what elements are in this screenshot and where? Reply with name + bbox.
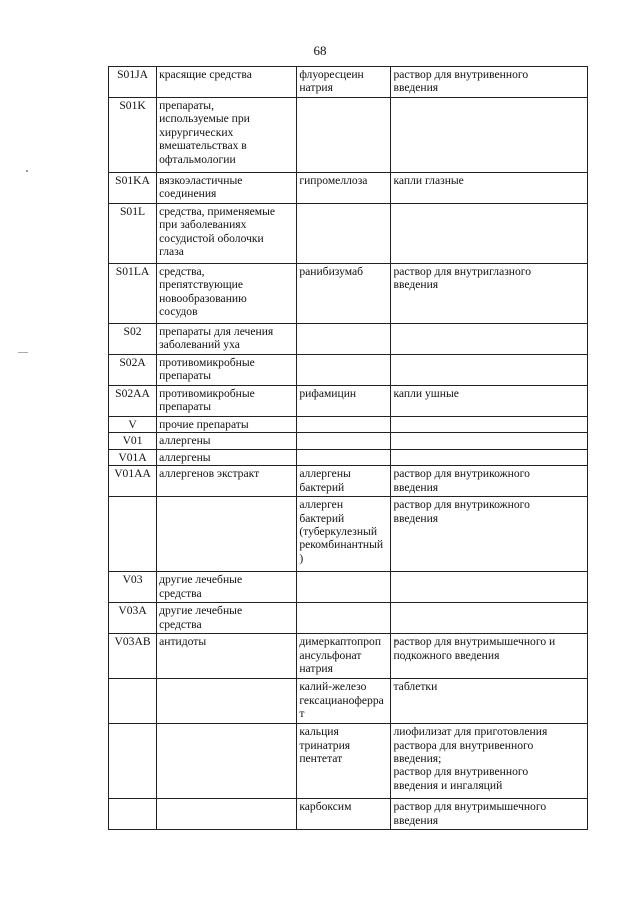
group-name-cell-text: вязкоэластичные соединения <box>159 174 243 201</box>
group-name-cell-text: антидоты <box>159 635 207 649</box>
dosage-form-cell-text: раствор для внутримышечного введения <box>393 800 547 827</box>
atc-code-cell-text: V <box>128 418 137 431</box>
dosage-form-cell-text: раствор для внутрикожного введения <box>393 467 530 494</box>
group-name-cell <box>157 679 297 724</box>
table-row <box>109 98 588 173</box>
atc-code-cell <box>109 634 157 679</box>
drug-name-cell <box>297 98 391 173</box>
group-name-cell <box>157 204 297 264</box>
drug-table <box>108 66 588 830</box>
dosage-form-cell-text: капли ушные <box>393 387 459 400</box>
dosage-form-cell <box>391 433 588 449</box>
dosage-form-cell <box>391 355 588 386</box>
drug-name-cell-text: кальция тринатрия пентетат <box>299 725 351 766</box>
group-name-cell-text: другие лечебные средства <box>159 573 243 600</box>
atc-code-cell <box>109 466 157 497</box>
drug-name-cell <box>297 417 391 433</box>
dosage-form-cell <box>391 466 588 497</box>
drug-name-cell <box>297 799 391 830</box>
drug-name-cell <box>297 603 391 634</box>
group-name-cell <box>157 67 297 98</box>
table-row <box>109 634 588 679</box>
group-name-cell <box>157 173 297 204</box>
dosage-form-cell <box>391 204 588 264</box>
atc-code-cell-text: V03A <box>118 604 147 618</box>
group-name-cell <box>157 417 297 433</box>
table-body <box>109 67 588 830</box>
dosage-form-cell-text: лиофилизат для приготовления раствора для внутривенного введения; раствор для внутривенного введения и ингаляций <box>393 725 548 792</box>
dosage-form-cell-text: раствор для внутримышечного и подкожного введения <box>393 635 556 662</box>
group-name-cell <box>157 324 297 355</box>
drug-name-cell <box>297 433 391 449</box>
group-name-cell-text: аллергены <box>159 434 211 448</box>
table-row <box>109 386 588 417</box>
drug-name-cell <box>297 679 391 724</box>
table-row <box>109 466 588 497</box>
dosage-form-cell-text: раствор для внутривенного введения <box>393 68 529 95</box>
group-name-cell-text: средства, применяемые при заболеваниях сосудистой оболочки глаза <box>159 205 276 259</box>
group-name-cell <box>157 386 297 417</box>
table-row <box>109 324 588 355</box>
drug-name-cell-text: димеркаптопроп ансульфонат натрия <box>299 635 382 676</box>
dosage-form-cell <box>391 497 588 572</box>
drug-name-cell <box>297 173 391 204</box>
dosage-form-cell <box>391 572 588 603</box>
table-row <box>109 417 588 433</box>
atc-code-cell <box>109 433 157 449</box>
group-name-cell-text: противомикробные препараты <box>159 356 255 383</box>
dosage-form-cell <box>391 634 588 679</box>
group-name-cell <box>157 433 297 449</box>
drug-name-cell-text: калий-железо гексацианоферра т <box>299 680 384 721</box>
atc-code-cell-text: V03 <box>122 573 143 587</box>
atc-code-cell <box>109 603 157 634</box>
atc-code-cell-text: S01L <box>119 205 146 218</box>
atc-code-cell <box>109 98 157 173</box>
drug-name-cell-text: рифамицин <box>299 387 357 400</box>
drug-name-cell-text: аллергены бактерий <box>299 467 351 494</box>
drug-name-cell <box>297 497 391 572</box>
atc-code-cell <box>109 386 157 417</box>
drug-name-cell-text: карбоксим <box>299 800 352 814</box>
group-name-cell <box>157 466 297 497</box>
drug-name-cell <box>297 466 391 497</box>
dosage-form-cell <box>391 603 588 634</box>
table-row <box>109 497 588 572</box>
table-row <box>109 67 588 98</box>
table-row <box>109 449 588 465</box>
dosage-form-cell <box>391 417 588 433</box>
drug-name-cell <box>297 449 391 465</box>
group-name-cell-text: аллергены <box>159 450 211 464</box>
atc-code-cell-text: S02 <box>123 325 142 338</box>
dosage-form-cell <box>391 324 588 355</box>
dosage-form-cell <box>391 264 588 324</box>
group-name-cell <box>157 572 297 603</box>
drug-name-cell <box>297 324 391 355</box>
group-name-cell-text: противомикробные препараты <box>159 387 255 414</box>
group-name-cell <box>157 264 297 324</box>
table-row <box>109 173 588 204</box>
table-row <box>109 603 588 634</box>
atc-code-cell <box>109 497 157 572</box>
group-name-cell <box>157 603 297 634</box>
atc-code-cell <box>109 724 157 799</box>
atc-code-cell <box>109 572 157 603</box>
atc-code-cell <box>109 355 157 386</box>
atc-code-cell <box>109 173 157 204</box>
drug-name-cell <box>297 634 391 679</box>
dosage-form-cell <box>391 386 588 417</box>
table-row <box>109 433 588 449</box>
atc-code-cell <box>109 799 157 830</box>
drug-name-cell <box>297 572 391 603</box>
group-name-cell <box>157 355 297 386</box>
drug-name-cell-text: флуоресцеин натрия <box>299 68 364 95</box>
group-name-cell <box>157 98 297 173</box>
atc-code-cell-text: S01KA <box>115 174 150 187</box>
drug-name-cell <box>297 67 391 98</box>
group-name-cell-text: другие лечебные средства <box>159 604 243 631</box>
dosage-form-cell-text: капли глазные <box>393 174 464 187</box>
drug-name-cell <box>297 386 391 417</box>
atc-code-cell <box>109 324 157 355</box>
atc-code-cell-text: V01 <box>122 434 143 448</box>
group-name-cell-text: красящие средства <box>159 68 252 81</box>
atc-code-cell-text: V01AA <box>114 467 151 481</box>
drug-name-cell-text: аллерген бактерий (туберкулезный рекомбинантный ) <box>299 498 384 565</box>
group-name-cell-text: средства, препятствующие новообразованию сосудов <box>159 265 247 319</box>
atc-code-cell-text: S02A <box>119 356 146 369</box>
group-name-cell <box>157 497 297 572</box>
dosage-form-cell <box>391 449 588 465</box>
atc-code-cell-text: S02AA <box>115 387 150 400</box>
atc-code-cell <box>109 417 157 433</box>
dosage-form-cell <box>391 67 588 98</box>
table-row <box>109 264 588 324</box>
drug-name-cell <box>297 724 391 799</box>
atc-code-cell-text: S01JA <box>117 68 149 81</box>
group-name-cell-text: прочие препараты <box>159 418 249 431</box>
table-row <box>109 799 588 830</box>
group-name-cell-text: препараты, используемые при хирургических вмешательствах в офтальмологии <box>159 99 250 166</box>
group-name-cell-text: препараты для лечения заболеваний уха <box>159 325 274 352</box>
drug-name-cell <box>297 204 391 264</box>
group-name-cell-text: аллергенов экстракт <box>159 467 260 481</box>
scan-mark <box>18 352 28 353</box>
dosage-form-cell <box>391 98 588 173</box>
drug-name-cell <box>297 355 391 386</box>
table-row <box>109 679 588 724</box>
drug-name-cell-text: гипромеллоза <box>299 174 368 187</box>
page-number: 68 <box>313 43 327 58</box>
drug-name-cell-text: ранибизумаб <box>299 265 364 278</box>
atc-code-cell-text: S01K <box>119 99 146 112</box>
atc-code-cell <box>109 449 157 465</box>
group-name-cell <box>157 799 297 830</box>
dosage-form-cell-text: раствор для внутриглазного введения <box>393 265 532 292</box>
atc-code-cell <box>109 679 157 724</box>
dosage-form-cell <box>391 799 588 830</box>
atc-code-cell <box>109 264 157 324</box>
group-name-cell <box>157 724 297 799</box>
atc-code-cell <box>109 67 157 98</box>
group-name-cell <box>157 634 297 679</box>
table-row <box>109 204 588 264</box>
dosage-form-cell <box>391 173 588 204</box>
atc-code-cell-text: V03AB <box>114 635 151 649</box>
table-row <box>109 355 588 386</box>
atc-code-cell <box>109 204 157 264</box>
drug-name-cell <box>297 264 391 324</box>
dosage-form-cell <box>391 679 588 724</box>
scan-mark <box>26 170 28 172</box>
group-name-cell <box>157 449 297 465</box>
dosage-form-cell-text: раствор для внутрикожного введения <box>393 498 530 525</box>
dosage-form-cell-text: таблетки <box>393 680 438 694</box>
atc-code-cell-text: V01A <box>118 450 147 464</box>
atc-code-cell-text: S01LA <box>115 265 150 278</box>
table-row <box>109 724 588 799</box>
dosage-form-cell <box>391 724 588 799</box>
table-row <box>109 572 588 603</box>
